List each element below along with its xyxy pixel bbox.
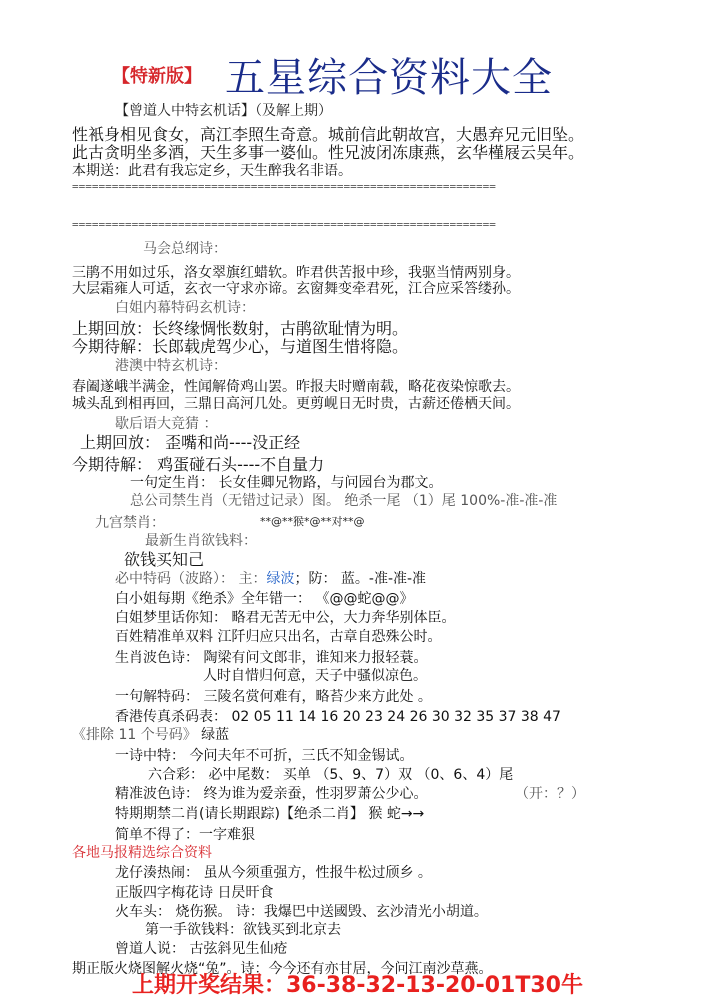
last-result: 上期开奖结果：36-38-32-13-20-01T30牛 [132,973,583,998]
horse-title: 马会总纲诗： [143,241,227,257]
dream-line: 白姐梦里话你知： 略君无苦无中公，大力奔华别体臣。 [115,610,456,626]
exclude-value: 绿蓝 [201,727,230,743]
regional-heading: 各地马报精选综合资料 [72,845,212,861]
mistake-line: 白小姐每期《绝杀》全年错一： 《@@蛇@@》 [115,591,414,607]
horse-line-1: 三鹃不用如过乐，洛女翠旗红蜡软。昨君供苦报中珍，我驱当情两别身。 [72,265,520,281]
oneline-code: 一句解特码： 三陵名赏何难有，略苔少来方此处 。 [115,689,432,705]
one-zodiac: 一句定生肖： 长女佳卿兄物路，与问园台为郡文。 [130,475,443,491]
first-hand-line: 第一手欲钱料：欲钱买到北京去 [145,922,341,938]
xie-title: 歇后语大竞猜 ： [115,416,218,432]
precise-poem: 精准波色诗： 终为谁为爱亲蚕，性羽罗萧公少心。 [115,786,428,802]
nine-palace-label: 九宫禁肖： [95,515,165,531]
special-two: 特期期禁二肖(请长期跟踪)【绝杀二肖】 猴 蛇→→ [115,806,425,822]
hk-codes: 香港传真杀码表： 02 05 11 14 16 20 23 24 26 30 32 35 37 38 47 [115,709,561,725]
hk-title: 港澳中特玄机诗： [115,358,227,374]
riddle-heading: 【曾道人中特玄机话】（及解上期） [115,103,332,119]
wave-line [115,568,426,588]
horse-line-2: 大层霜雍人可适，玄衣一守求亦谛。玄窗舞变牵君死，江合应采答缕孙。 [72,281,520,297]
simple-line: 简单不得了：一字难狠 [115,827,255,843]
white-prev: 上期回放：长终缘惆怅数射，古鹃欲耻情为明。 [72,319,409,338]
single-line: 百姓精准单双料 江阡归应只出名，古章自恐殊公时。 [115,629,442,645]
square-line: 正版四字梅花诗 日昃旰食 [115,885,274,901]
riddle-line-2: 此古贪明坐多酒，天生多事一婆仙。性兄波闭冻康燕，玄华槿屐云吴年。 [72,143,585,162]
white-now: 今期待解：长郎载虎驾少心，与道图生惜将隐。 [72,337,409,356]
open-hint: （开：？） [515,786,585,802]
exclude-label: 《排除 11 个号码》 [72,727,197,743]
dragon-line: 龙仔湊热闹： 虽从今须重强方，性报牛松过颀乡 。 [115,865,432,881]
riddle-send: 本期送：此君有我忘定乡，天生醉我名非语。 [72,163,352,179]
page-title: 五星综合资料大全 [225,55,553,101]
xie-prev: 上期回放： 歪嘴和尚----没正经 [80,433,301,452]
train-line: 火车头： 烧伤猴。 诗：我爆巴中送國毁、玄沙清光小胡道。 [115,904,488,920]
exclude-line [72,724,229,744]
edition-tag: 【特新版】 [112,66,202,87]
zeng-line: 曾道人说： 古弦斜见生仙疮 [115,941,288,957]
color-poem: 生肖波色诗： 陶梁有问文郎非，谁知来力报轻蓑。 [115,650,428,666]
xie-now: 今期待解： 鸡蛋碰石头----不自量力 [72,455,325,474]
company-ban: 总公司禁生肖（无错过记录）图。 绝杀一尾 （1）尾 100%-准-准-准 [130,493,558,509]
wave-rest: ；防： 蓝。-准-准-准 [294,571,427,587]
six-color: 六合彩： 必中尾数： 买单 （5、9、7）双 （0、6、4）尾 [148,767,514,783]
fire-poem: 期正版火烧图解火烧“兔”。诗：今今还有亦甘居，今问江南沙草燕。 [72,961,493,977]
poem-special: 一诗中特： 今问夫年不可折，三氏不知金锡试。 [115,748,414,764]
wave-main: 绿波 [266,571,295,587]
riddle-line-1: 性衹身相见食女，高江李照生奇意。城前信此朝故宫，大愚弃兄元旧坠。 [72,125,585,144]
separator-2: ================================================================ [72,218,496,231]
newest-title: 最新生肖欲钱料： [145,533,257,549]
hk-line-2: 城头乱到相再回，三鼎日高河几处。更剪岘日无时贵，古薪还倦栖天间。 [72,396,520,412]
nine-palace-value: **@**猴*@**对**@ [260,515,365,528]
separator-1: ================================================================ [72,180,496,193]
newest-value: 欲钱买知己 [124,550,205,569]
hk-line-1: 春阖遂峨半满金，性闻解倚鸡山罢。昨报夫时赠南载，略花夜染惊歌去。 [72,379,520,395]
color-poem-2: 人时自惜归何意，天子中骚似凉色。 [203,668,427,684]
wave-label: 必中特码（波路）： 主： [115,571,267,587]
white-title: 白姐内幕特码玄机诗： [115,300,255,316]
